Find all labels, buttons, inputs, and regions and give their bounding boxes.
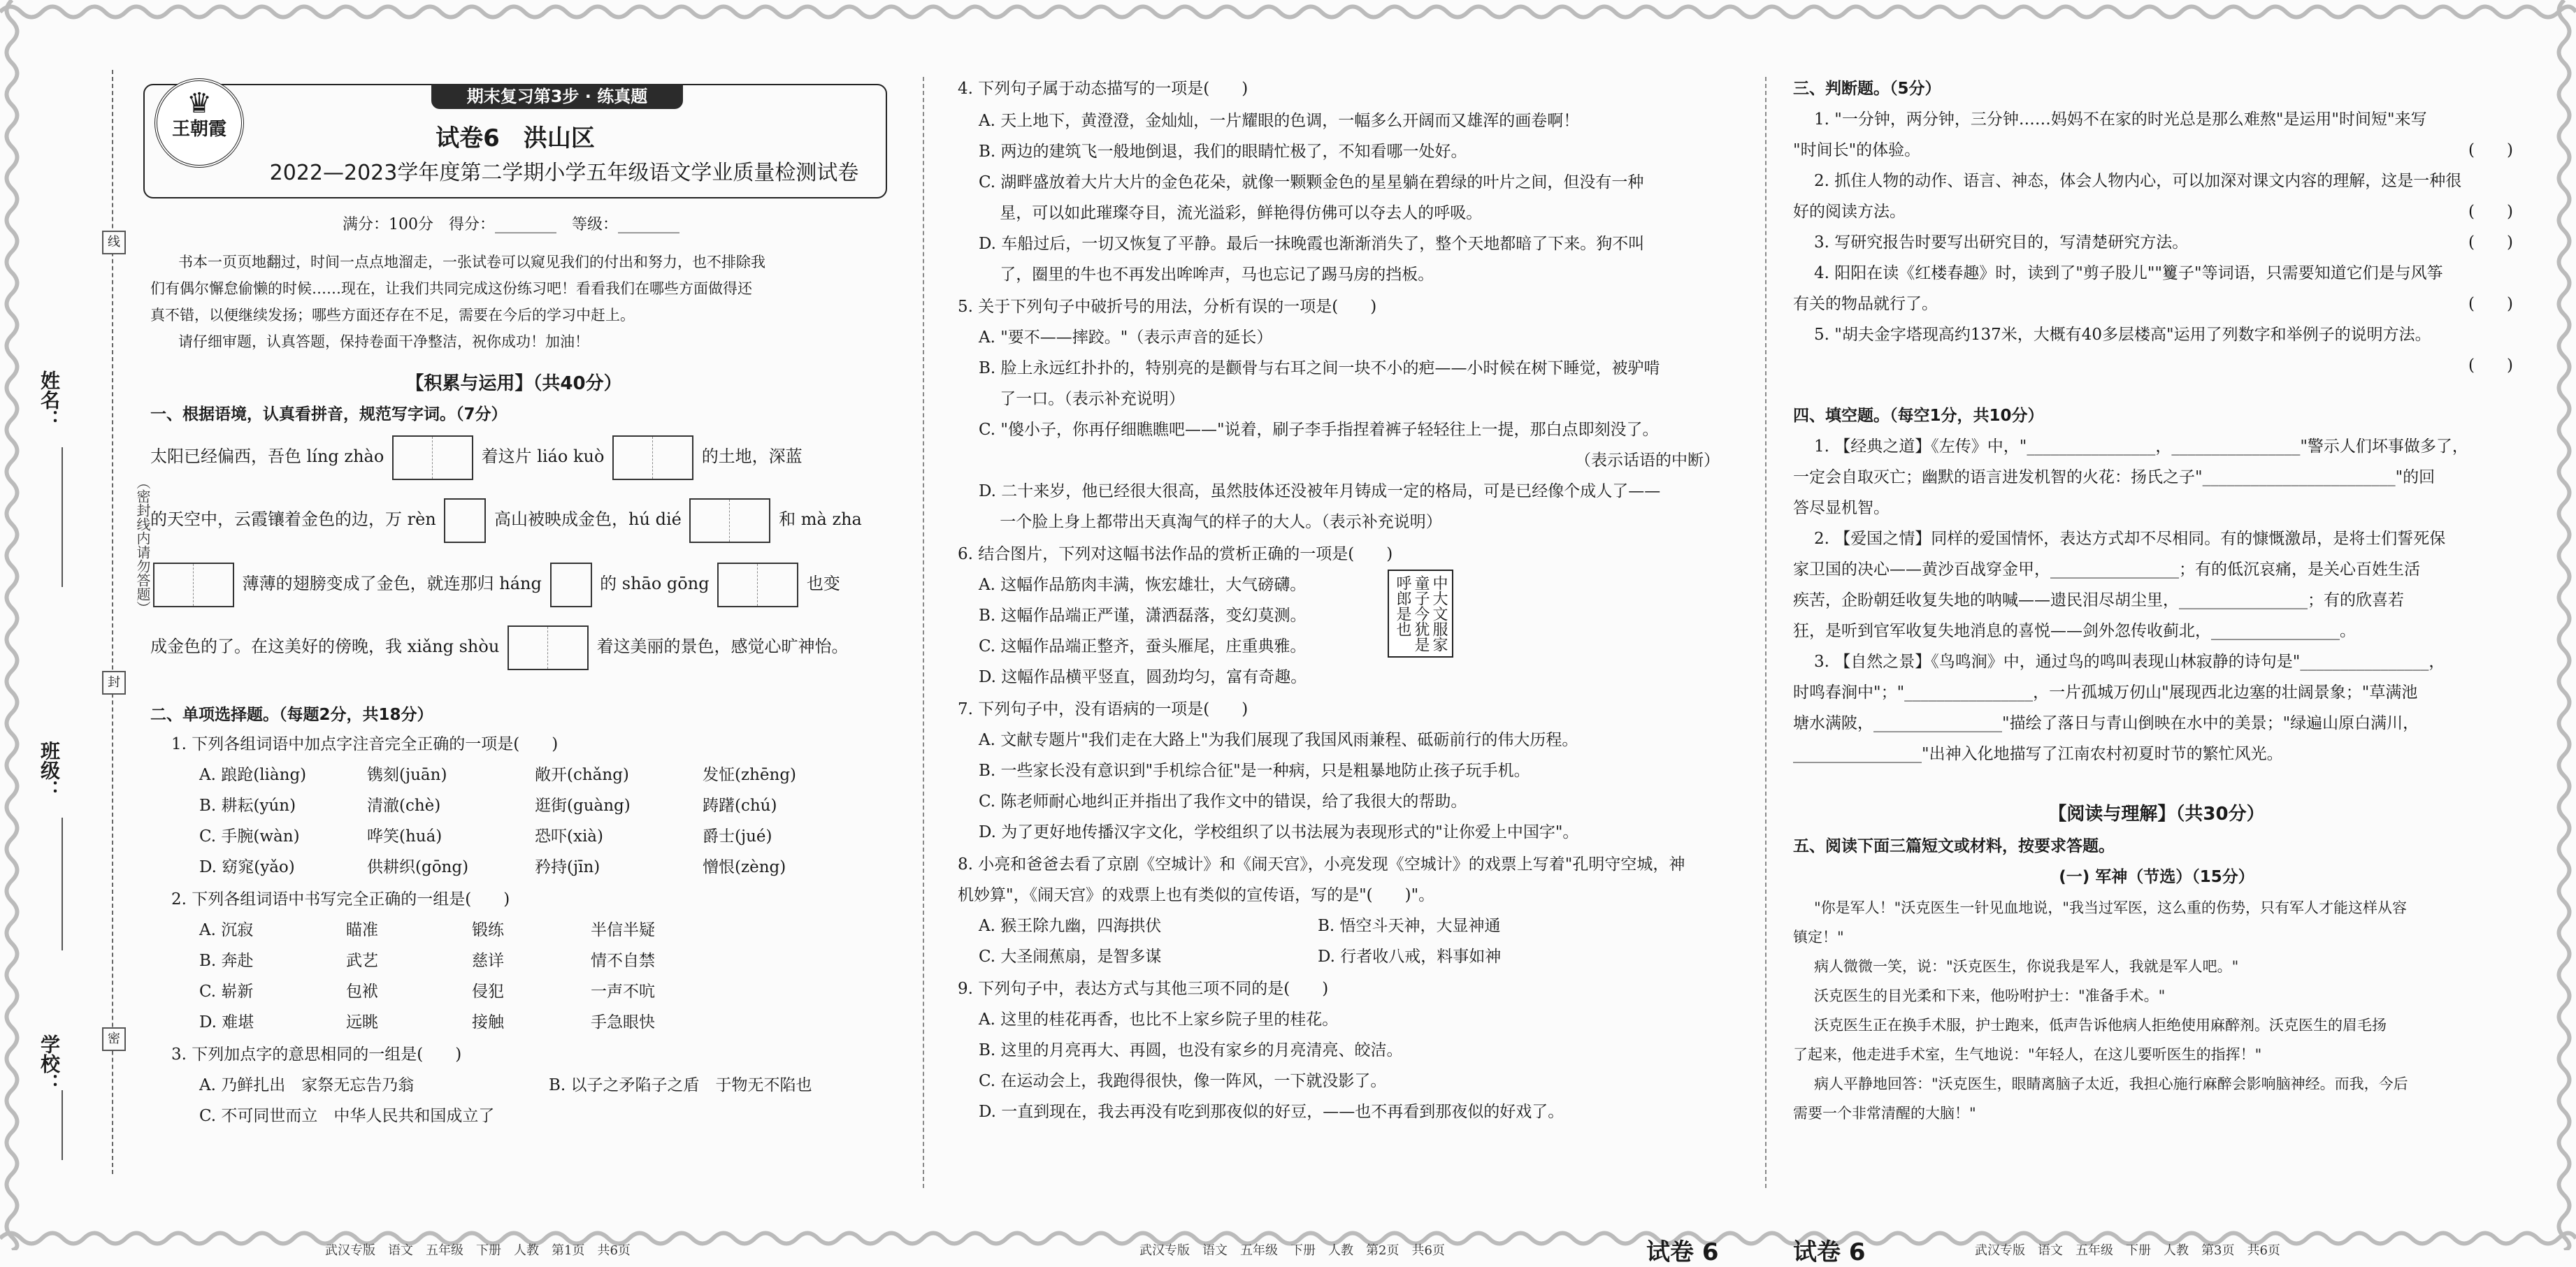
judge-item-1-cont: "时间长"的体验。 [1793,141,1921,159]
intro-line-3: 真不错，以便继续发扬；哪些方面还存在不足，需要在今后的学习中赶上。 [150,307,635,324]
option[interactable]: A. "要不——摔跤。"（表示声音的延长） [979,328,1273,347]
option-word: 情不自禁 [591,952,655,970]
option-word: 侵犯 [472,983,504,1001]
class-blank[interactable] [62,818,63,950]
reading-title: (一) 军神（节选）（15分） [2059,868,2254,886]
q1-text: 也变 [806,574,840,593]
option[interactable]: C. "傻小子，你再仔细瞧瞧吧——"说着，刷子李手指捏着裤子轻轻往上一提，那白点即刻没了。 [979,421,1659,439]
option[interactable]: D. 一直到现在，我去再没有吃到那夜似的好豆，——也不再看到那夜似的好戏了。 [979,1103,1564,1121]
answer-paren[interactable]: ( ) [2468,203,2513,221]
option-word: 一声不吭 [591,983,655,1001]
reading-instruction: 五、阅读下面三篇短文或材料，按要求答题。 [1793,837,2115,855]
calligraphy-col: 童子今犹是 [1412,575,1430,652]
option[interactable]: A. 这里的桂花再香，也比不上家乡院子里的桂花。 [979,1011,1339,1029]
page-2 [958,70,1734,1266]
option-word: 爵士(jué) [703,827,772,846]
seal-mark-feng: 封 [102,671,126,695]
q1-text: 和 mà zha [779,509,862,529]
option[interactable]: D. 窈窕(yǎo) [199,858,295,876]
option-word: 慈详 [472,952,504,970]
q1-text: 着这美丽的景色，感觉心旷神怡。 [596,637,849,656]
q1-text: 的天空中，云霞镶着金色的边，万 rèn [150,509,436,529]
option[interactable]: B. 以子之矛陷子之盾 于物无不陷也 [549,1076,812,1094]
option[interactable]: D. 难堪 [199,1013,254,1031]
option-word: 哗笑(huá) [367,827,442,846]
q1-text: 薄薄的翅膀变成了金色，就连那归 háng [242,574,542,593]
char-grid[interactable] [508,625,589,670]
judge-item-4: 4. 阳阳在读《红楼春趣》时，读到了"剪子股儿""籰子"等词语，只需要知道它们是与风筝 [1814,264,2443,282]
name-label: 姓名： [38,370,61,429]
option-word: 恐吓(xià) [535,827,603,846]
calligraphy-col: 中大文服家 [1430,575,1448,652]
q4-stem: 4. 下列句子属于动态描写的一项是( ) [958,80,1249,98]
logo-text: 王朝霞 [171,119,226,140]
q8-stem-cont: 机妙算"，《闹天宫》的戏票上也有类似的宣传语，写的是"( )"。 [958,886,1435,904]
reading-line: 病人平静地回答："沃克医生，眼睛离脑子太近，我担心施行麻醉会影响脑神经。而我，今后 [1814,1076,2408,1092]
q7-stem: 7. 下列句子中，没有语病的一项是( ) [958,700,1249,718]
crown-icon: ♛ [187,87,212,120]
calligraphy-image [1388,570,1453,658]
intro-line-2: 们有偶尔懈怠偷懒的时候……现在，让我们共同完成这份练习吧！看看我们在哪些方面做得还 [150,280,752,297]
score-line: 满分：100分 得分：________ 等级：________ [343,216,679,233]
q2-3-stem: 3. 下列加点字的意思相同的一组是( ) [171,1045,462,1064]
footer-page-1: 武汉专版 语文 五年级 下册 人教 第1页 共6页 [325,1243,631,1258]
option[interactable]: A. 这幅作品筋肉丰满，恢宏雄壮，大气磅礴。 [979,576,1307,594]
judge-item-5: 5. "胡夫金字塔现高约137米，大概有40多层楼高"运用了列数字和举例子的说明方法。 [1814,326,2431,344]
fill-title: 四、填空题。（每空1分，共10分） [1793,407,2044,425]
binding-strip [35,70,151,1174]
step-badge: 期末复习第3步 · 练真题 [431,84,683,109]
q2-title: 二、单项选择题。（每题2分，共18分） [150,706,433,724]
q9-stem: 9. 下列句子中，表达方式与其他三项不同的是( ) [958,980,1329,998]
option[interactable]: D. 车船过后，一切又恢复了平静。最后一抹晚霞也渐渐消失了，整个天地都暗了下来。狗不叫 [979,235,1645,253]
fill-line: 答尽显机智。 [1793,499,1890,517]
option-word: 接触 [472,1013,504,1031]
fill-line[interactable]: 1. 【经典之道】《左传》中，"________________，________________"警示人们坏事做多了， [1814,437,2468,456]
name-blank[interactable] [62,447,63,587]
reading-line: 镇定！" [1793,929,1844,946]
option-word: 憎恨(zèng) [703,858,786,876]
option-word: 供耕织(gōng) [367,858,469,876]
reading-line: 了起来，他走进手术室，生气地说："年轻人，在这儿要听医生的指挥！" [1793,1046,2262,1063]
option-word: 半信半疑 [591,921,655,939]
school-blank[interactable] [62,1090,63,1160]
q1-text: 成金色的了。在这美好的傍晚，我 xiǎng shòu [150,637,500,656]
fill-line[interactable]: 狂，是听到官军收复失地消息的喜悦——剑外忽传收蓟北，________________。 [1793,622,2356,640]
judge-item-2-cont: 好的阅读方法。 [1793,203,1906,221]
option[interactable]: C. 手腕(wàn) [199,827,300,846]
fill-line[interactable]: 家卫国的决心——黄沙百战穿金甲，________________；有的低沉哀痛，是关心百姓生活 [1793,560,2420,579]
reading-line: 需要一个非常清醒的大脑！" [1793,1105,1976,1122]
q1-line-2 [150,495,862,544]
option[interactable]: C. 不可同世而立 中华人民共和国成立了 [199,1107,495,1125]
q1-title: 一、根据语境，认真看拼音，规范写字词。（7分） [150,405,508,423]
intro-line-1: 书本一页页地翻过，时间一点点地溜走，一张试卷可以窥见我们的付出和努力，也不排除我 [178,254,765,270]
paper-number-mid: 试卷 6 [1646,1238,1719,1266]
option[interactable]: D. 为了更好地传播汉字文化，学校组织了以书法展为表现形式的"让你爱上中国字"。 [979,823,1579,841]
left-wave-border [0,0,24,1250]
reading-line: 病人微微一笑，说："沃克医生，你说我是军人，我就是军人吧。" [1814,958,2239,975]
option-word: 矜持(jīn) [535,858,600,876]
char-grid[interactable] [689,498,770,543]
option[interactable]: A. 文献专题片"我们走在大路上"为我们展现了我国风雨兼程、砥砺前行的伟大历程。 [979,731,1578,749]
page-divider [1765,77,1766,1188]
option-word: 镌刻(juān) [367,766,447,784]
reading-line: "你是军人！"沃克医生一针见血地说，"我当过军医，这么重的伤势，只有军人才能这样从容 [1814,899,2407,916]
seal-mark-mi: 密 [102,1027,126,1051]
option[interactable]: B. 两边的建筑飞一般地倒退，我们的眼睛忙极了，不知看哪一处好。 [979,143,1467,161]
judge-item-1: 1. "一分钟，两分钟，三分钟……妈妈不在家的时光总是那么难熬"是运用"时间短"来写 [1814,110,2427,129]
option[interactable]: C. 大圣闹蕉扇，是智多谋 [979,948,1162,966]
answer-paren[interactable]: ( ) [2468,356,2513,375]
option[interactable]: A. 天上地下，黄澄澄，金灿灿，一片耀眼的色调，一幅多么开阔而又雄浑的画卷啊！ [979,112,1580,130]
option-cont: 星，可以如此璀璨夺目，流光溢彩，鲜艳得仿佛可以夺去人的呼吸。 [979,204,1483,222]
reading-line: 沃克医生正在换手术服，护士跑来，低声告诉他病人拒绝使用麻醉剂。沃克医生的眉毛扬 [1814,1017,2387,1034]
top-wave-border [0,0,2576,24]
q2-2-stem: 2. 下列各组词语中书写完全正确的一组是( ) [171,890,510,908]
judge-item-2: 2. 抓住人物的动作、语言、神态，体会人物内心，可以加深对课文内容的理解，这是一种很 [1814,172,2462,190]
fill-line[interactable]: ________________"出神入化地描写了江南农村初夏时节的繁忙风光。 [1793,745,2283,763]
option[interactable]: D. 行者收八戒，料事如神 [1318,948,1502,966]
paper-subtitle: 2022—2023学年度第二学期小学五年级语文学业质量检测试卷 [269,161,859,185]
option[interactable]: B. 悟空斗天神，大显神通 [1318,917,1501,935]
q5-stem: 5. 关于下列句子中破折号的用法，分析有误的一项是( ) [958,298,1377,316]
option-word: 包袱 [346,983,378,1001]
char-grid[interactable] [717,563,798,607]
option[interactable]: D. 二十来岁，他已经很大很高，虽然肢体还没被年月铸成一定的格局，可是已经像个成人了—— [979,482,1661,500]
q6-stem: 6. 结合图片，下列对这幅书法作品的赏析正确的一项是( ) [958,545,1393,563]
option[interactable]: C. 湖畔盛放着大片大片的金色花朵，就像一颗颗金色的星星躺在碧绿的叶片之间，但没有一种 [979,173,1644,191]
option-word: 远眺 [346,1013,378,1031]
page-divider [923,77,924,1188]
option[interactable]: C. 在运动会上，我跑得很快，像一阵风，一下就没影了。 [979,1072,1387,1090]
q1-text: 太阳已经偏西，吾色 líng zhào [150,447,384,466]
option-word: 踌躇(chú) [703,797,777,815]
option[interactable]: C. 崭新 [199,983,254,1001]
answer-paren[interactable]: ( ) [2468,233,2513,252]
option[interactable]: A. 沉寂 [199,921,254,939]
option[interactable]: A. 猴王除九幽，四海拱伏 [979,917,1162,935]
footer-page-2: 武汉专版 语文 五年级 下册 人教 第2页 共6页 [1139,1243,1445,1258]
option-word: 武艺 [346,952,378,970]
school-label: 学校： [38,1034,61,1093]
option-word: 敞开(chǎng) [535,766,629,784]
reading-line: 沃克医生的目光柔和下来，他吩咐护士："准备手术。" [1814,987,2166,1004]
q2-1-stem: 1. 下列各组词语中加点字注音完全正确的一项是( ) [171,735,559,753]
class-label: 班级： [38,741,61,799]
paper-title: 试卷6 洪山区 [436,124,595,152]
option-word: 锻练 [472,921,504,939]
option[interactable]: B. 奔赴 [199,952,254,970]
option[interactable]: B. 这幅作品端正严谨，潇洒磊落，变幻莫测。 [979,607,1307,625]
option-word: 逛街(guàng) [535,797,631,815]
answer-paren[interactable]: ( ) [2468,295,2513,313]
option[interactable]: B. 脸上永远红扑扑的，特别亮的是颧骨与右耳之间一块不小的疤——小时候在树下睡觉，被驴啃 [979,359,1660,377]
seal-mark-xian: 线 [102,231,126,254]
part1-heading: 【积累与运用】（共40分） [405,373,622,394]
option[interactable]: D. 这幅作品横平竖直，圆劲均匀，富有奇趣。 [979,668,1307,686]
paper-header [143,84,887,198]
q1-text: 着这片 liáo kuò [481,447,605,466]
fill-line[interactable]: 塘水满陂，________________"描绘了落日与青山倒映在水中的美景；"绿遍山原白满川， [1793,714,2419,732]
option-cont: 了一口。（表示补充说明） [979,390,1185,408]
char-grid[interactable] [612,435,693,480]
q1-text: 高山被映成金色，hú dié [494,509,682,529]
part2-heading: 【阅读与理解】（共30分） [2048,804,2265,825]
fill-line[interactable]: 一定会自取灭亡；幽默的语言进发机智的火花：扬氏之子"________________________"的回 [1793,468,2435,486]
right-wave-border [2552,0,2576,1250]
option[interactable]: C. 陈老师耐心地纠正并指出了我作文中的错误，给了我很大的帮助。 [979,792,1467,811]
option[interactable]: B. 这里的月亮再大、再圆，也没有家乡的月亮清亮、皎洁。 [979,1041,1403,1059]
option-word: 手急眼快 [591,1013,655,1031]
option-cont: （表示话语的中断） [1575,451,1720,470]
char-grid[interactable] [153,563,234,607]
calligraphy-col: 呼郎是也 [1394,575,1411,637]
char-grid[interactable] [550,563,592,607]
option[interactable]: A. 乃鲜扎出 家祭无忘告乃翁 [199,1076,415,1094]
q1-line-3 [150,559,840,608]
q1-line-4 [150,622,849,671]
char-grid[interactable] [392,435,473,480]
option[interactable]: B. 耕耘(yún) [199,797,296,815]
page-3 [1793,70,2520,1266]
page-1 [143,70,884,1258]
footer-page-3: 武汉专版 语文 五年级 下册 人教 第3页 共6页 [1975,1243,2280,1258]
fill-line[interactable]: 疾苦，企盼朝廷收复失地的呐喊——遗民泪尽胡尘里，________________；有的欣喜若 [1793,591,2404,609]
fill-line[interactable]: 3. 【自然之景】《鸟鸣涧》中，通过鸟的鸣叫表现山林寂静的诗句是"________________， [1814,653,2445,671]
fill-line[interactable]: 时鸣春涧中"；"________________，一片孤城万仞山"展现西北边塞的壮阔景象；"草满池 [1793,683,2418,702]
fill-line: 2. 【爱国之情】同样的爱国情怀，表达方式却不尽相同。有的慷慨激昂，是将士们誓死保 [1814,530,2446,548]
q1-line-1 [150,432,803,481]
answer-paren[interactable]: ( ) [2468,141,2513,159]
q1-text: 的 shāo gōng [600,574,710,593]
char-grid[interactable] [444,498,486,543]
seal-note: （密封线内请勿答题） [134,475,151,615]
q8-stem: 8. 小亮和爸爸去看了京剧《空城计》和《闹天宫》，小亮发现《空城计》的戏票上写着"孔明守空城，神 [958,855,1685,874]
option-cont: 了，圈里的牛也不再发出哞哞声，马也忘记了踢马房的挡板。 [979,266,1434,284]
judge-item-3: 3. 写研究报告时要写出研究目的，写清楚研究方法。 [1814,233,2189,252]
option[interactable]: C. 这幅作品端正整齐，蚕头雁尾，庄重典雅。 [979,637,1307,656]
intro-line-4: 请仔细审题，认真答题，保持卷面干净整洁，祝你成功！加油！ [178,333,589,350]
q1-text: 的土地，深蓝 [701,447,803,466]
option-word: 发怔(zhēng) [703,766,797,784]
judge-item-4-cont: 有关的物品就行了。 [1793,295,1938,313]
option[interactable]: A. 踉跄(liàng) [199,766,307,784]
option[interactable]: B. 一些家长没有意识到"手机综合征"是一种病，只是粗暴地防止孩子玩手机。 [979,762,1530,780]
judge-title: 三、判断题。（5分） [1793,80,1941,98]
option-word: 清澈(chè) [367,797,441,815]
option-word: 瞄准 [346,921,378,939]
option-cont: 一个脸上身上都带出天真淘气的样子的大人。（表示补充说明） [979,513,1442,531]
paper-number-right: 试卷 6 [1793,1238,1866,1266]
